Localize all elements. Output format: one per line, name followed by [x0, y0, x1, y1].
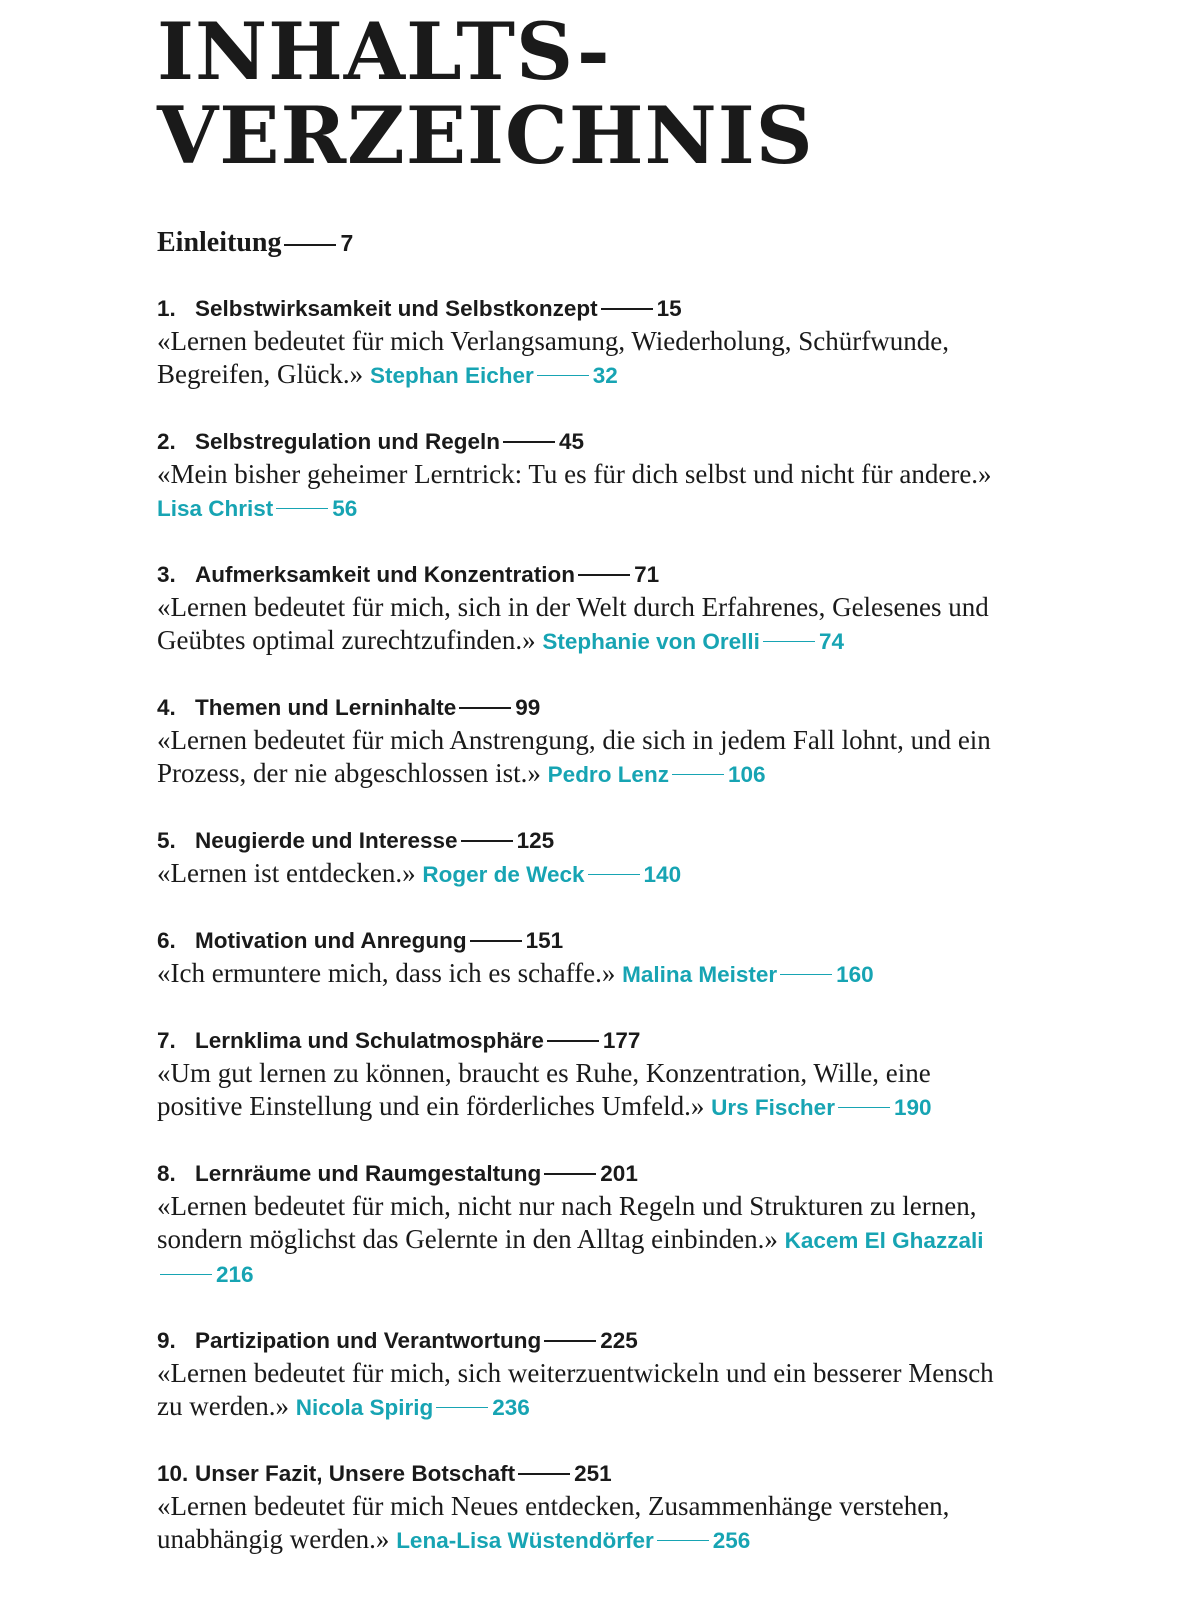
chapter-number: 1.	[157, 296, 176, 321]
leader-rule	[657, 1540, 709, 1541]
quote-text: «Lernen ist entdecken.»	[157, 858, 416, 888]
chapter-page: 15	[656, 296, 682, 321]
chapter-heading	[157, 692, 1157, 724]
chapter-entry[interactable]	[157, 1158, 1157, 1291]
author-page: 256	[712, 1528, 751, 1553]
chapter-title: Unser Fazit, Unsere Botschaft	[195, 1461, 516, 1486]
chapter-title: Selbstregulation und Regeln	[195, 429, 501, 454]
chapter-heading	[157, 925, 1157, 957]
chapter-title: Lernräume und Raumgestaltung	[195, 1161, 542, 1186]
leader-rule	[601, 308, 653, 310]
chapter-page: 125	[516, 828, 555, 853]
leader-rule	[470, 940, 522, 942]
chapter-heading	[157, 426, 1157, 458]
chapter-entry[interactable]	[157, 1025, 1157, 1124]
quote-author: Stephanie von Orelli	[542, 629, 760, 654]
chapter-entry[interactable]	[157, 925, 1157, 991]
chapter-page: 45	[559, 429, 585, 454]
leader-rule	[588, 874, 640, 875]
quote-author: Malina Meister	[622, 962, 778, 987]
chapter-page: 99	[515, 695, 541, 720]
leader-rule	[537, 375, 589, 376]
author-page: 140	[643, 862, 682, 887]
quote-author: Pedro Lenz	[547, 762, 669, 787]
author-page: 74	[818, 629, 844, 654]
chapter-heading	[157, 559, 1157, 591]
author-page: 56	[332, 496, 358, 521]
leader-rule	[763, 641, 815, 642]
chapter-entry[interactable]	[157, 1458, 1157, 1557]
leader-rule	[518, 1473, 570, 1475]
chapter-title: Lernklima und Schulatmosphäre	[195, 1028, 544, 1053]
chapter-page: 177	[602, 1028, 641, 1053]
quote-text: «Lernen bedeutet für mich, sich weiterzuentwickeln und ein besserer Mensch zu werden.»	[157, 1358, 994, 1421]
author-page: 32	[592, 363, 618, 388]
quote-text: «Lernen bedeutet für mich Verlangsamung, Wiederholung, Schürfwunde, Begreifen, Glück.»	[157, 326, 949, 389]
leader-rule	[838, 1107, 890, 1108]
author-page: 236	[492, 1395, 530, 1420]
title-line-1: INHALTS-	[157, 5, 611, 98]
leader-rule	[544, 1340, 596, 1342]
chapter-title: Neugierde und Interesse	[195, 828, 458, 853]
page-title	[157, 5, 1157, 182]
author-page: 216	[216, 1262, 254, 1287]
chapter-page: 251	[574, 1461, 612, 1486]
chapter-entry[interactable]	[157, 559, 1157, 658]
leader-rule	[461, 840, 513, 842]
chapter-entry[interactable]	[157, 426, 1157, 525]
quote-text: «Mein bisher geheimer Lerntrick: Tu es für dich selbst und nicht für andere.»	[157, 459, 992, 489]
title-line-2: VERZEICHNIS	[157, 89, 814, 182]
quote-text: «Lernen bedeutet für mich, nicht nur nach Regeln und Strukturen zu lernen, sondern möglichst das Gelernte in den Alltag einbinden.»	[157, 1191, 977, 1254]
chapter-quote-block	[157, 1490, 1017, 1557]
chapter-title: Selbstwirksamkeit und Selbstkonzept	[195, 296, 598, 321]
quote-author: Lena-Lisa Wüstendörfer	[396, 1528, 654, 1553]
chapter-quote-block	[157, 458, 1017, 525]
chapter-quote-block	[157, 957, 1017, 991]
chapter-quote-block	[157, 724, 1017, 791]
quote-author: Urs Fischer	[711, 1095, 835, 1120]
quote-text: «Lernen bedeutet für mich Anstrengung, die sich in jedem Fall lohnt, und ein Prozess, der nie abgeschlossen ist.»	[157, 725, 991, 788]
leader-rule	[459, 707, 511, 709]
chapter-entry[interactable]	[157, 1325, 1157, 1424]
chapter-quote-block	[157, 1190, 1017, 1291]
chapter-heading	[157, 1458, 1157, 1490]
chapter-number: 2.	[157, 429, 176, 454]
quote-author: Kacem El Ghazzali	[784, 1228, 984, 1253]
chapter-number: 8.	[157, 1161, 176, 1186]
chapter-page: 151	[525, 928, 564, 953]
quote-text: «Lernen bedeutet für mich, sich in der Welt durch Erfahrenes, Gelesenes und Geübtes optimal zurechtzufinden.»	[157, 592, 989, 655]
intro-label: Einleitung	[157, 227, 282, 258]
leader-rule	[547, 1040, 599, 1042]
quote-text: «Lernen bedeutet für mich Neues entdecken, Zusammenhänge verstehen, unabhängig werden.»	[157, 1491, 950, 1554]
leader-rule	[160, 1274, 212, 1275]
chapter-quote-block	[157, 857, 1017, 891]
author-page: 160	[836, 962, 874, 987]
quote-author: Lisa Christ	[157, 496, 274, 521]
chapter-heading	[157, 1325, 1157, 1357]
chapter-number: 9.	[157, 1328, 176, 1353]
chapter-page: 71	[634, 562, 660, 587]
intro-page: 7	[340, 230, 354, 256]
chapter-quote-block	[157, 325, 1017, 392]
leader-rule	[578, 574, 630, 576]
chapter-number: 5.	[157, 828, 176, 853]
chapter-heading	[157, 293, 1157, 325]
chapter-entry[interactable]	[157, 293, 1157, 392]
quote-author: Nicola Spirig	[295, 1395, 434, 1420]
chapter-number: 3.	[157, 562, 176, 587]
leader-rule	[276, 508, 328, 509]
chapter-quote-block	[157, 1057, 1017, 1124]
leader-rule	[436, 1407, 488, 1408]
chapter-entry[interactable]	[157, 825, 1157, 891]
chapter-page: 201	[600, 1161, 638, 1186]
chapter-quote-block	[157, 1357, 1017, 1424]
author-page: 190	[893, 1095, 932, 1120]
intro-entry[interactable]	[157, 226, 1157, 260]
chapter-list	[157, 293, 1157, 1557]
chapter-number: 6.	[157, 928, 176, 953]
leader-rule	[780, 974, 832, 975]
chapter-heading	[157, 825, 1157, 857]
author-page: 106	[727, 762, 766, 787]
leader-rule	[672, 774, 724, 775]
leader-rule	[544, 1173, 596, 1175]
chapter-title: Partizipation und Verantwortung	[195, 1328, 542, 1353]
table-of-contents	[157, 0, 1157, 1591]
chapter-heading	[157, 1158, 1157, 1190]
quote-text: «Ich ermuntere mich, dass ich es schaffe.»	[157, 958, 616, 988]
leader-rule	[503, 441, 555, 443]
chapter-title: Aufmerksamkeit und Konzentration	[195, 562, 576, 587]
chapter-quote-block	[157, 591, 1017, 658]
chapter-title: Themen und Lerninhalte	[195, 695, 457, 720]
chapter-page: 225	[600, 1328, 638, 1353]
chapter-number: 7.	[157, 1028, 176, 1053]
quote-text: «Um gut lernen zu können, braucht es Ruhe, Konzentration, Wille, eine positive Einstellung und ein förderliches Umfeld.»	[157, 1058, 931, 1121]
quote-author: Stephan Eicher	[369, 363, 534, 388]
quote-author: Roger de Weck	[422, 862, 585, 887]
chapter-entry[interactable]	[157, 692, 1157, 791]
chapter-number: 10.	[157, 1461, 189, 1486]
chapter-title: Motivation und Anregung	[195, 928, 467, 953]
leader-rule	[284, 244, 336, 246]
chapter-heading	[157, 1025, 1157, 1057]
chapter-number: 4.	[157, 695, 176, 720]
